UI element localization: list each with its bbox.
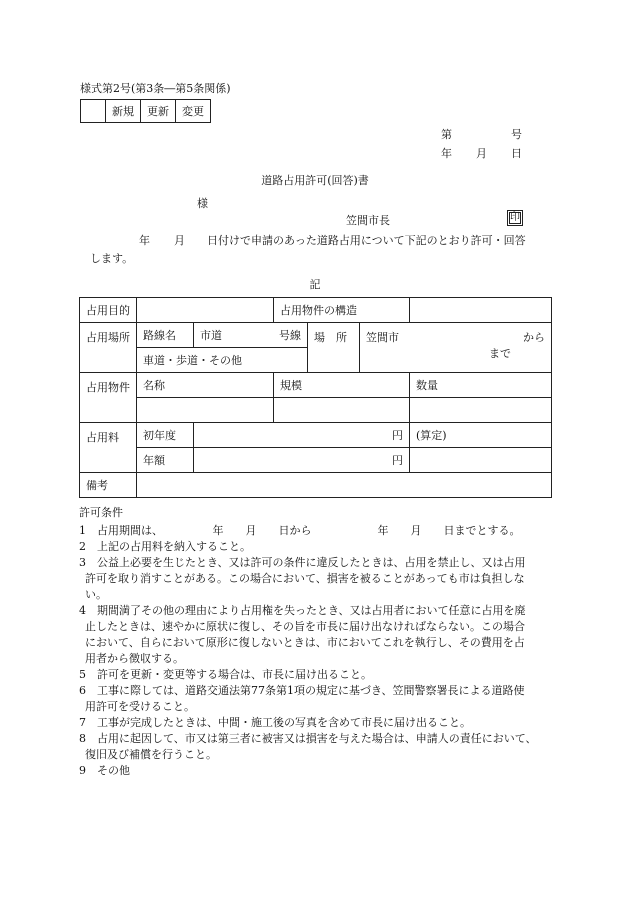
purpose-label: 占用目的 — [80, 298, 137, 323]
condition-item-continued — [79, 635, 559, 651]
structure-value — [410, 298, 552, 323]
remarks-value — [137, 473, 552, 498]
date-month: 月 — [476, 147, 487, 160]
name-value — [137, 398, 274, 423]
condition-item-continued — [79, 587, 559, 603]
condition-item-continued — [79, 619, 559, 635]
condition-item — [79, 555, 559, 571]
condition-text: 上記の占用料を納入すること。 — [97, 540, 251, 553]
condition-text: 期間満了その他の理由により占用権を失ったとき、又は占用者において任意に占用を廃 — [97, 604, 526, 617]
estimate-label: (算定) — [410, 423, 552, 448]
date-year: 年 — [441, 147, 452, 160]
remarks-label: 備考 — [80, 473, 137, 498]
condition-text: 工事に際しては、道路交通法第77条第1項の規定に基づき、笠間警察署長による道路使 — [97, 684, 525, 697]
type-change: 変更 — [176, 100, 211, 123]
condition-item-continued — [79, 571, 559, 587]
condition-item — [79, 667, 559, 683]
condition-item — [79, 539, 559, 555]
intro-text-continued: します。 — [90, 252, 134, 265]
name-label: 名称 — [137, 373, 274, 398]
condition-item — [79, 763, 559, 779]
location-value: 笠間市 から まで — [360, 323, 552, 373]
conditions-list — [79, 523, 559, 779]
road-types: 車道・歩道・その他 — [137, 348, 308, 373]
condition-text: 許可を更新・変更等する場合は、市長に届け出ること。 — [97, 668, 372, 681]
doc-number-suffix: 号 — [511, 128, 522, 141]
object-label: 占用物件 — [80, 373, 137, 423]
type-renew: 更新 — [141, 100, 176, 123]
permit-detail-table — [79, 297, 552, 498]
seal-mark: 印 — [507, 210, 523, 226]
condition-item — [79, 683, 559, 699]
purpose-value — [137, 298, 274, 323]
scale-label: 規模 — [274, 373, 410, 398]
condition-number: 8 — [79, 732, 86, 745]
date-day: 日 — [511, 147, 522, 160]
ki-heading: 記 — [309, 278, 321, 291]
fee-label: 占用料 — [80, 423, 137, 473]
place-label: 占用場所 — [80, 323, 137, 373]
intro-year: 年 — [139, 234, 150, 247]
condition-number: 7 — [79, 716, 86, 729]
condition-number: 3 — [79, 556, 86, 569]
condition-text: 占用期間は、 年 月 日から 年 月 日までとする。 — [97, 524, 521, 537]
route-name-value: 市道 号線 — [194, 323, 308, 348]
first-year-yen: 円 — [194, 423, 410, 448]
condition-item-continued — [79, 747, 559, 763]
condition-item — [79, 603, 559, 619]
condition-number: 2 — [79, 540, 86, 553]
first-year-label: 初年度 — [137, 423, 194, 448]
condition-number: 6 — [79, 684, 86, 697]
condition-number: 5 — [79, 668, 86, 681]
condition-item-continued — [79, 651, 559, 667]
doc-number-prefix: 第 — [441, 128, 452, 141]
quantity-label: 数量 — [410, 373, 552, 398]
addressee-suffix: 様 — [197, 197, 208, 210]
type-blank-cell — [81, 100, 106, 123]
document-title: 道路占用許可(回答)書 — [261, 174, 369, 187]
annual-label: 年額 — [137, 448, 194, 473]
quantity-value — [410, 398, 552, 423]
condition-text: その他 — [97, 764, 130, 777]
condition-item-continued — [79, 699, 559, 715]
condition-item — [79, 523, 559, 539]
intro-text: 日付けで申請のあった道路占用について下記のとおり許可・回答 — [207, 234, 526, 247]
intro-month: 月 — [174, 234, 185, 247]
type-new: 新規 — [106, 100, 141, 123]
scale-value — [274, 398, 410, 423]
issuer-name: 笠間市長 — [346, 214, 390, 227]
route-name-label: 路線名 — [137, 323, 194, 348]
application-type-box — [80, 99, 211, 123]
condition-number: 4 — [79, 604, 86, 617]
condition-text: 用許可を受けること。 — [85, 700, 195, 713]
condition-text: 止したときは、速やかに原状に復し、その旨を市長に届け出なければならない。この場合 — [85, 620, 525, 633]
estimate-value — [410, 448, 552, 473]
condition-text: 復旧及び補償を行うこと。 — [85, 748, 217, 761]
condition-text: 占用に起因して、市又は第三者に被害又は損害を与えた場合は、申請人の責任において、 — [97, 732, 537, 745]
annual-yen: 円 — [194, 448, 410, 473]
condition-item — [79, 715, 559, 731]
condition-text: 公益上必要を生じたとき、又は許可の条件に違反したときは、占用を禁止し、又は占用 — [97, 556, 526, 569]
condition-text: 工事が完成したときは、中間・施工後の写真を含めて市長に届け出ること。 — [97, 716, 471, 729]
conditions-heading: 許可条件 — [79, 506, 123, 519]
condition-text: において、自らにおいて原形に復しないときは、市においてこれを執行し、その費用を占 — [85, 636, 525, 649]
location-label: 場 所 — [308, 323, 360, 373]
condition-text: 許可を取り消すことがある。この場合において、損害を被ることがあっても市は負担しな — [85, 572, 525, 585]
form-number: 様式第2号(第3条―第5条関係) — [80, 82, 231, 95]
condition-text: い。 — [85, 588, 107, 601]
condition-item — [79, 731, 559, 747]
condition-number: 9 — [79, 764, 86, 777]
condition-text: 用者から徴収する。 — [85, 652, 184, 665]
structure-label: 占用物件の構造 — [274, 298, 410, 323]
condition-number: 1 — [79, 524, 86, 537]
